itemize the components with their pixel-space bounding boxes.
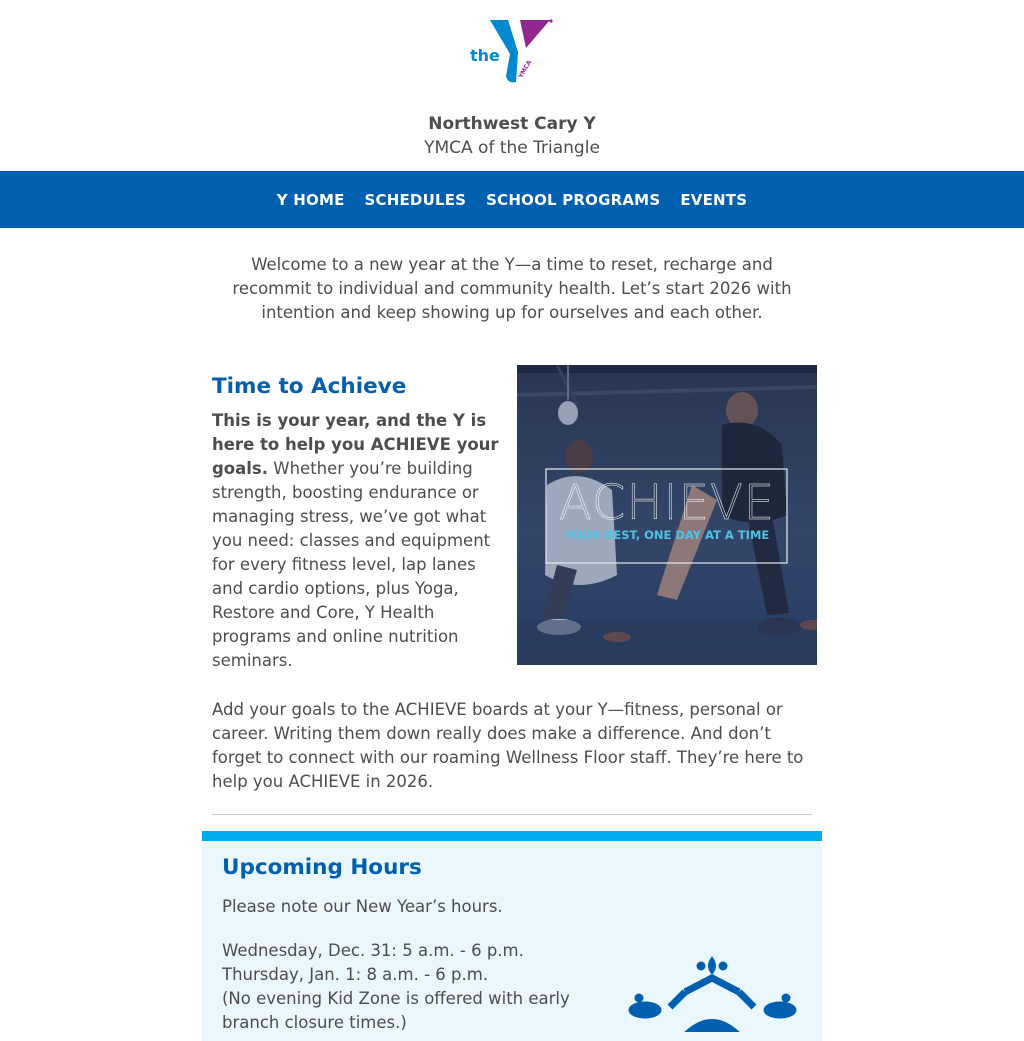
goals-paragraph: Add your goals to the ACHIEVE boards at your Y—fitness, personal or career. Writing them down really does make a difference. And don’t forget to connect with our roaming Wellness Floor staff. They’re here to help you ACHIEVE in 2026. [212,700,804,791]
hours-note: Please note our New Year’s hours. [222,897,503,916]
logo-wordmark: the [470,46,500,65]
snowflake-icon [625,952,800,1032]
hours-list [222,939,602,1035]
achieve-heading: Time to Achieve [212,374,407,399]
section-divider [212,814,812,815]
hours-heading: Upcoming Hours [222,855,422,880]
ymca-logo[interactable] [468,16,558,86]
logo-small-text: YMCA [517,59,534,80]
logo-y-right-stroke [520,20,550,48]
achieve-paragraph [212,409,500,673]
hours-line: Wednesday, Dec. 31: 5 a.m. - 6 p.m. [222,941,524,960]
achieve-lead: This is your year, and the Y is here to help you ACHIEVE your goals. [212,411,499,478]
hours-line: (No evening Kid Zone is offered with early branch closure times.) [222,989,570,1032]
hours-line: Thursday, Jan. 1: 8 a.m. - 6 p.m. [222,965,489,984]
organization-name: YMCA of the Triangle [424,138,600,158]
nav-y-home[interactable]: Y HOME [276,190,345,209]
nav-school-programs[interactable]: SCHOOL PROGRAMS [486,190,661,209]
achieve-body: Whether you’re building strength, boosting endurance or managing stress, we’ve got what you need: classes and equipment for every fitness level, lap lanes and cardio options, plus Yoga, Restore and Core, Y Health programs and online nutrition seminars. [212,459,491,670]
nav-events[interactable]: EVENTS [680,190,748,209]
logo-area [0,0,1024,100]
achieve-image-subtitle: YOUR BEST, ONE DAY AT A TIME [564,528,770,542]
achieve-image-title: ACHIEVE [558,475,776,531]
intro-paragraph: Welcome to a new year at the Y—a time to reset, recharge and recommit to individual and community health. Let’s start 2026 with intention and keep showing up for ourselves and each other. [232,255,792,322]
branch-name: Northwest Cary Y [428,114,596,134]
achieve-image[interactable] [517,365,817,665]
main-nav [0,171,1024,228]
nav-schedules[interactable]: SCHEDULES [364,190,467,209]
